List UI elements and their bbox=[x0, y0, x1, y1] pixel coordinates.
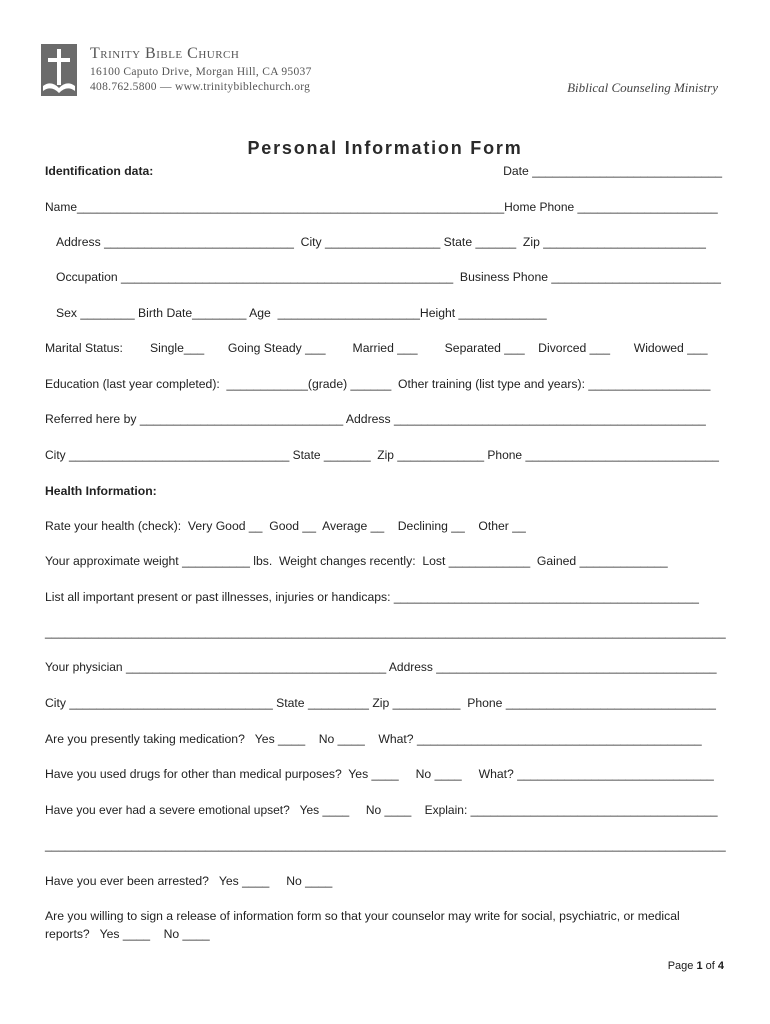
physician-city-field[interactable]: City ______________________________ State _________ Zip __________ Phone _______________________________ bbox=[45, 696, 716, 710]
address-field[interactable]: Address ____________________________ City _________________ State ______ Zip ________________________ bbox=[56, 235, 706, 249]
identification-heading: Identification data: bbox=[45, 164, 154, 178]
name-phone-field[interactable]: Name________________________________________________________________Home Phone _____________________ bbox=[45, 200, 718, 214]
date-field[interactable]: Date ____________________________ bbox=[503, 164, 722, 178]
weight-field[interactable]: Your approximate weight __________ lbs. Weight changes recently: Lost ____________ Gained _____________ bbox=[45, 554, 668, 568]
health-heading: Health Information: bbox=[45, 484, 157, 498]
release-question: Are you willing to sign a release of information form so that your counselor may write for social, psychiatric, or medical bbox=[45, 909, 680, 923]
ministry-name: Biblical Counseling Ministry bbox=[567, 80, 718, 95]
form-title: Personal Information Form bbox=[247, 138, 523, 158]
sex-birthdate-field[interactable]: Sex ________ Birth Date________ Age _____________________Height _____________ bbox=[56, 306, 547, 320]
church-name: Trinity Bible Church bbox=[90, 45, 240, 62]
marital-status-field[interactable]: Marital Status: Single___ Going Steady ___ Married ___ Separated ___ Divorced ___ Widowed ___ bbox=[45, 341, 708, 355]
medication-field[interactable]: Are you presently taking medication? Yes ____ No ____ What? __________________________________________ bbox=[45, 732, 702, 746]
referred-field[interactable]: Referred here by ______________________________ Address ______________________________________________ bbox=[45, 412, 706, 426]
arrested-field[interactable]: Have you ever been arrested? Yes ____ No ____ bbox=[45, 874, 333, 888]
church-contact: 408.762.5800 — www.trinitybiblechurch.org bbox=[90, 81, 311, 93]
release-answer-field[interactable]: reports? Yes ____ No ____ bbox=[45, 927, 210, 941]
page-number: Page 1 of 4 bbox=[667, 960, 724, 972]
referrer-city-field[interactable]: City _________________________________ State _______ Zip _____________ Phone _____________________________ bbox=[45, 448, 719, 462]
illnesses-field[interactable]: List all important present or past illnesses, injuries or handicaps: _____________________________________________ bbox=[45, 590, 699, 604]
emotional-upset-field[interactable]: Have you ever had a severe emotional upset? Yes ____ No ____ Explain: _____________________________________ bbox=[45, 803, 718, 817]
occupation-field[interactable]: Occupation _________________________________________________ Business Phone _________________________ bbox=[56, 270, 721, 284]
education-field[interactable]: Education (last year completed): ____________(grade) ______ Other training (list type and years): __________________ bbox=[45, 377, 711, 391]
church-address: 16100 Caputo Drive, Morgan Hill, CA 95037 bbox=[90, 66, 312, 78]
drugs-field[interactable]: Have you used drugs for other than medical purposes? Yes ____ No ____ What? _____________________________ bbox=[45, 767, 714, 781]
rate-health-field[interactable]: Rate your health (check): Very Good __ Good __ Average __ Declining __ Other __ bbox=[45, 519, 526, 533]
emotional-blank-line[interactable]: ______________________________________________________________________________________________________ bbox=[45, 838, 726, 852]
physician-field[interactable]: Your physician _______________________________________ Address __________________________________________ bbox=[45, 660, 717, 674]
church-logo-icon bbox=[41, 44, 77, 96]
illnesses-blank-line[interactable]: ______________________________________________________________________________________________________ bbox=[45, 625, 726, 639]
